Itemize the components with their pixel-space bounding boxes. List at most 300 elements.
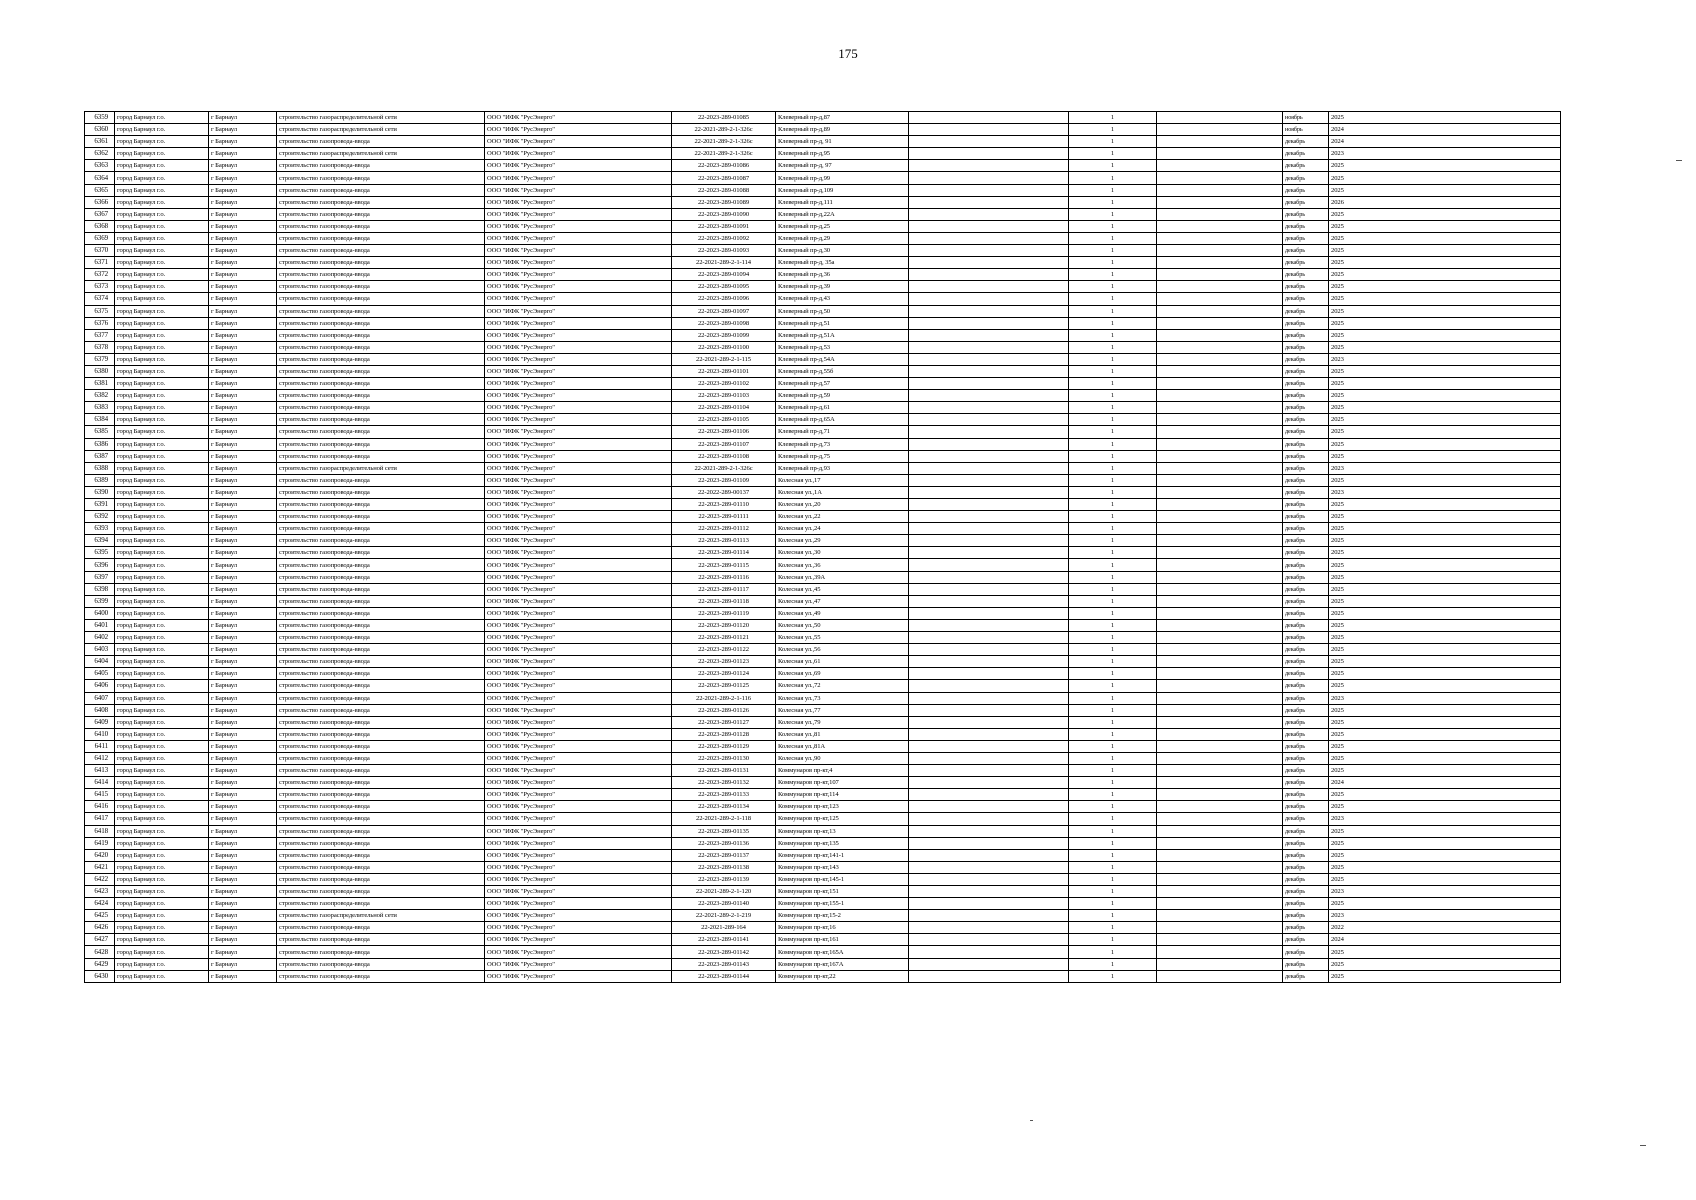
year-cell: 2025 xyxy=(1329,559,1561,571)
municipality-cell: город Барнаул г.о. xyxy=(115,934,209,946)
address-cell: Коммунаров пр-кт,155-1 xyxy=(776,898,909,910)
blank-cell xyxy=(909,160,1069,172)
organization-cell: ООО "ИФК "РусЭнерго" xyxy=(485,317,672,329)
settlement-cell: г Барнаул xyxy=(209,680,277,692)
municipality-cell: город Барнаул г.о. xyxy=(115,124,209,136)
year-cell: 2025 xyxy=(1329,765,1561,777)
work-type-cell: строительство газопровода-ввода xyxy=(277,656,485,668)
row-number-cell: 6410 xyxy=(85,728,115,740)
address-cell: Коммунаров пр-кт,161 xyxy=(776,934,909,946)
row-number-cell: 6372 xyxy=(85,269,115,281)
address-cell: Колесная ул.,30 xyxy=(776,547,909,559)
settlement-cell: г Барнаул xyxy=(209,752,277,764)
municipality-cell: город Барнаул г.о. xyxy=(115,390,209,402)
blank-cell xyxy=(909,220,1069,232)
blank-cell xyxy=(1157,196,1283,208)
row-number-cell: 6360 xyxy=(85,124,115,136)
organization-cell: ООО "ИФК "РусЭнерго" xyxy=(485,341,672,353)
municipality-cell: город Барнаул г.о. xyxy=(115,849,209,861)
address-cell: Клеверный пр-д,61 xyxy=(776,402,909,414)
work-type-cell: строительство газопровода-ввода xyxy=(277,813,485,825)
settlement-cell: г Барнаул xyxy=(209,861,277,873)
quantity-cell: 1 xyxy=(1069,462,1157,474)
municipality-cell: город Барнаул г.о. xyxy=(115,341,209,353)
blank-cell xyxy=(909,232,1069,244)
municipality-cell: город Барнаул г.о. xyxy=(115,922,209,934)
month-cell: декабрь xyxy=(1283,728,1329,740)
table-row xyxy=(85,196,1561,208)
blank-cell xyxy=(909,777,1069,789)
year-cell: 2024 xyxy=(1329,777,1561,789)
quantity-cell: 1 xyxy=(1069,293,1157,305)
organization-cell: ООО "ИФК "РусЭнерго" xyxy=(485,305,672,317)
year-cell: 2025 xyxy=(1329,112,1561,124)
table-row xyxy=(85,619,1561,631)
work-type-cell: строительство газопровода-ввода xyxy=(277,547,485,559)
quantity-cell: 1 xyxy=(1069,172,1157,184)
municipality-cell: город Барнаул г.о. xyxy=(115,837,209,849)
organization-cell: ООО "ИФК "РусЭнерго" xyxy=(485,462,672,474)
blank-cell xyxy=(1157,571,1283,583)
organization-cell: ООО "ИФК "РусЭнерго" xyxy=(485,365,672,377)
blank-cell xyxy=(1157,220,1283,232)
blank-cell xyxy=(909,317,1069,329)
organization-cell: ООО "ИФК "РусЭнерго" xyxy=(485,329,672,341)
permit-number-cell: 22-2023-289-01108 xyxy=(672,450,776,462)
address-cell: Коммунаров пр-кт,16 xyxy=(776,922,909,934)
permit-number-cell: 22-2023-289-01088 xyxy=(672,184,776,196)
blank-cell xyxy=(909,825,1069,837)
quantity-cell: 1 xyxy=(1069,873,1157,885)
row-number-cell: 6394 xyxy=(85,535,115,547)
settlement-cell: г Барнаул xyxy=(209,704,277,716)
blank-cell xyxy=(909,789,1069,801)
settlement-cell: г Барнаул xyxy=(209,390,277,402)
organization-cell: ООО "ИФК "РусЭнерго" xyxy=(485,426,672,438)
permit-number-cell: 22-2023-289-01120 xyxy=(672,619,776,631)
work-type-cell: строительство газопровода-ввода xyxy=(277,958,485,970)
organization-cell: ООО "ИФК "РусЭнерго" xyxy=(485,656,672,668)
address-cell: Клеверный пр-д,89 xyxy=(776,124,909,136)
row-number-cell: 6392 xyxy=(85,511,115,523)
quantity-cell: 1 xyxy=(1069,910,1157,922)
year-cell: 2025 xyxy=(1329,208,1561,220)
permit-number-cell: 22-2023-289-01143 xyxy=(672,958,776,970)
row-number-cell: 6384 xyxy=(85,414,115,426)
organization-cell: ООО "ИФК "РусЭнерго" xyxy=(485,619,672,631)
organization-cell: ООО "ИФК "РусЭнерго" xyxy=(485,571,672,583)
organization-cell: ООО "ИФК "РусЭнерго" xyxy=(485,136,672,148)
permit-number-cell: 22-2023-289-01087 xyxy=(672,172,776,184)
month-cell: декабрь xyxy=(1283,910,1329,922)
month-cell: декабрь xyxy=(1283,426,1329,438)
blank-cell xyxy=(1157,680,1283,692)
month-cell: декабрь xyxy=(1283,220,1329,232)
blank-cell xyxy=(909,293,1069,305)
year-cell: 2025 xyxy=(1329,619,1561,631)
table-row xyxy=(85,934,1561,946)
month-cell: декабрь xyxy=(1283,837,1329,849)
address-cell: Клеверный пр-д,57 xyxy=(776,378,909,390)
blank-cell xyxy=(909,547,1069,559)
month-cell: декабрь xyxy=(1283,704,1329,716)
year-cell: 2024 xyxy=(1329,124,1561,136)
blank-cell xyxy=(1157,716,1283,728)
year-cell: 2023 xyxy=(1329,353,1561,365)
settlement-cell: г Барнаул xyxy=(209,886,277,898)
work-type-cell: строительство газопровода-ввода xyxy=(277,825,485,837)
permit-number-cell: 22-2021-289-2-1-118 xyxy=(672,813,776,825)
row-number-cell: 6365 xyxy=(85,184,115,196)
organization-cell: ООО "ИФК "РусЭнерго" xyxy=(485,559,672,571)
quantity-cell: 1 xyxy=(1069,474,1157,486)
blank-cell xyxy=(909,402,1069,414)
month-cell: декабрь xyxy=(1283,632,1329,644)
settlement-cell: г Барнаул xyxy=(209,922,277,934)
quantity-cell: 1 xyxy=(1069,825,1157,837)
blank-cell xyxy=(1157,112,1283,124)
quantity-cell: 1 xyxy=(1069,112,1157,124)
month-cell: декабрь xyxy=(1283,801,1329,813)
municipality-cell: город Барнаул г.о. xyxy=(115,438,209,450)
blank-cell xyxy=(1157,740,1283,752)
month-cell: декабрь xyxy=(1283,825,1329,837)
address-cell: Коммунаров пр-кт,13 xyxy=(776,825,909,837)
quantity-cell: 1 xyxy=(1069,728,1157,740)
permit-number-cell: 22-2023-289-01129 xyxy=(672,740,776,752)
work-type-cell: строительство газопровода-ввода xyxy=(277,329,485,341)
permit-number-cell: 22-2023-289-01111 xyxy=(672,511,776,523)
organization-cell: ООО "ИФК "РусЭнерго" xyxy=(485,765,672,777)
settlement-cell: г Барнаул xyxy=(209,740,277,752)
year-cell: 2025 xyxy=(1329,861,1561,873)
row-number-cell: 6396 xyxy=(85,559,115,571)
work-type-cell: строительство газопровода-ввода xyxy=(277,414,485,426)
permit-number-cell: 22-2023-289-01125 xyxy=(672,680,776,692)
work-type-cell: строительство газопровода-ввода xyxy=(277,450,485,462)
blank-cell xyxy=(1157,245,1283,257)
work-type-cell: строительство газопровода-ввода xyxy=(277,317,485,329)
organization-cell: ООО "ИФК "РусЭнерго" xyxy=(485,595,672,607)
month-cell: декабрь xyxy=(1283,462,1329,474)
quantity-cell: 1 xyxy=(1069,644,1157,656)
document-table-container xyxy=(84,111,1560,983)
permit-number-cell: 22-2023-289-01124 xyxy=(672,668,776,680)
settlement-cell: г Барнаул xyxy=(209,946,277,958)
row-number-cell: 6407 xyxy=(85,692,115,704)
address-cell: Коммунаров пр-кт,123 xyxy=(776,801,909,813)
table-row xyxy=(85,136,1561,148)
row-number-cell: 6430 xyxy=(85,970,115,982)
organization-cell: ООО "ИФК "РусЭнерго" xyxy=(485,414,672,426)
organization-cell: ООО "ИФК "РусЭнерго" xyxy=(485,668,672,680)
work-type-cell: строительство газопровода-ввода xyxy=(277,837,485,849)
quantity-cell: 1 xyxy=(1069,656,1157,668)
blank-cell xyxy=(909,486,1069,498)
organization-cell: ООО "ИФК "РусЭнерго" xyxy=(485,196,672,208)
year-cell: 2025 xyxy=(1329,535,1561,547)
quantity-cell: 1 xyxy=(1069,837,1157,849)
row-number-cell: 6388 xyxy=(85,462,115,474)
table-row xyxy=(85,825,1561,837)
settlement-cell: г Барнаул xyxy=(209,728,277,740)
address-cell: Клеверный пр-д,50 xyxy=(776,305,909,317)
quantity-cell: 1 xyxy=(1069,426,1157,438)
year-cell: 2025 xyxy=(1329,257,1561,269)
address-cell: Колесная ул.,45 xyxy=(776,583,909,595)
table-row xyxy=(85,220,1561,232)
organization-cell: ООО "ИФК "РусЭнерго" xyxy=(485,680,672,692)
work-type-cell: строительство газопровода-ввода xyxy=(277,269,485,281)
table-row xyxy=(85,365,1561,377)
organization-cell: ООО "ИФК "РусЭнерго" xyxy=(485,232,672,244)
blank-cell xyxy=(1157,728,1283,740)
quantity-cell: 1 xyxy=(1069,777,1157,789)
settlement-cell: г Барнаул xyxy=(209,112,277,124)
blank-cell xyxy=(909,801,1069,813)
organization-cell: ООО "ИФК "РусЭнерго" xyxy=(485,353,672,365)
year-cell: 2025 xyxy=(1329,547,1561,559)
organization-cell: ООО "ИФК "РусЭнерго" xyxy=(485,922,672,934)
month-cell: декабрь xyxy=(1283,583,1329,595)
row-number-cell: 6362 xyxy=(85,148,115,160)
work-type-cell: строительство газопровода-ввода xyxy=(277,644,485,656)
municipality-cell: город Барнаул г.о. xyxy=(115,728,209,740)
month-cell: декабрь xyxy=(1283,861,1329,873)
year-cell: 2025 xyxy=(1329,172,1561,184)
organization-cell: ООО "ИФК "РусЭнерго" xyxy=(485,438,672,450)
table-row xyxy=(85,353,1561,365)
municipality-cell: город Барнаул г.о. xyxy=(115,293,209,305)
permit-number-cell: 22-2023-289-01127 xyxy=(672,716,776,728)
quantity-cell: 1 xyxy=(1069,607,1157,619)
table-row xyxy=(85,281,1561,293)
blank-cell xyxy=(909,196,1069,208)
blank-cell xyxy=(1157,293,1283,305)
table-row xyxy=(85,849,1561,861)
table-row xyxy=(85,607,1561,619)
work-type-cell: строительство газопровода-ввода xyxy=(277,402,485,414)
row-number-cell: 6390 xyxy=(85,486,115,498)
month-cell: декабрь xyxy=(1283,148,1329,160)
row-number-cell: 6408 xyxy=(85,704,115,716)
quantity-cell: 1 xyxy=(1069,208,1157,220)
settlement-cell: г Барнаул xyxy=(209,559,277,571)
blank-cell xyxy=(909,112,1069,124)
blank-cell xyxy=(1157,849,1283,861)
organization-cell: ООО "ИФК "РусЭнерго" xyxy=(485,607,672,619)
row-number-cell: 6374 xyxy=(85,293,115,305)
quantity-cell: 1 xyxy=(1069,184,1157,196)
settlement-cell: г Барнаул xyxy=(209,789,277,801)
address-cell: Коммунаров пр-кт,165А xyxy=(776,946,909,958)
municipality-cell: город Барнаул г.о. xyxy=(115,184,209,196)
work-type-cell: строительство газопровода-ввода xyxy=(277,305,485,317)
address-cell: Клеверный пр-д, 35а xyxy=(776,257,909,269)
month-cell: декабрь xyxy=(1283,958,1329,970)
quantity-cell: 1 xyxy=(1069,499,1157,511)
work-type-cell: строительство газопровода-ввода xyxy=(277,801,485,813)
permit-number-cell: 22-2021-289-2-1-326с xyxy=(672,148,776,160)
address-cell: Колесная ул.,69 xyxy=(776,668,909,680)
permit-number-cell: 22-2023-289-01117 xyxy=(672,583,776,595)
permit-number-cell: 22-2023-289-01102 xyxy=(672,378,776,390)
row-number-cell: 6401 xyxy=(85,619,115,631)
table-row xyxy=(85,293,1561,305)
quantity-cell: 1 xyxy=(1069,257,1157,269)
municipality-cell: город Барнаул г.о. xyxy=(115,160,209,172)
year-cell: 2025 xyxy=(1329,426,1561,438)
organization-cell: ООО "ИФК "РусЭнерго" xyxy=(485,873,672,885)
year-cell: 2025 xyxy=(1329,849,1561,861)
blank-cell xyxy=(1157,499,1283,511)
organization-cell: ООО "ИФК "РусЭнерго" xyxy=(485,220,672,232)
organization-cell: ООО "ИФК "РусЭнерго" xyxy=(485,644,672,656)
work-type-cell: строительство газопровода-ввода xyxy=(277,486,485,498)
blank-cell xyxy=(1157,148,1283,160)
table-row xyxy=(85,789,1561,801)
blank-cell xyxy=(909,886,1069,898)
permit-number-cell: 22-2021-289-2-1-326с xyxy=(672,462,776,474)
table-row xyxy=(85,583,1561,595)
municipality-cell: город Барнаул г.о. xyxy=(115,898,209,910)
blank-cell xyxy=(1157,752,1283,764)
year-cell: 2025 xyxy=(1329,958,1561,970)
year-cell: 2025 xyxy=(1329,450,1561,462)
address-cell: Клеверный пр-д,25 xyxy=(776,220,909,232)
municipality-cell: город Барнаул г.о. xyxy=(115,607,209,619)
blank-cell xyxy=(909,898,1069,910)
year-cell: 2025 xyxy=(1329,740,1561,752)
table-row xyxy=(85,474,1561,486)
municipality-cell: город Барнаул г.о. xyxy=(115,462,209,474)
quantity-cell: 1 xyxy=(1069,232,1157,244)
blank-cell xyxy=(909,378,1069,390)
quantity-cell: 1 xyxy=(1069,704,1157,716)
work-type-cell: строительство газопровода-ввода xyxy=(277,728,485,740)
blank-cell xyxy=(909,390,1069,402)
year-cell: 2025 xyxy=(1329,511,1561,523)
address-cell: Клеверный пр-д,93 xyxy=(776,462,909,474)
blank-cell xyxy=(909,656,1069,668)
table-row xyxy=(85,523,1561,535)
month-cell: декабрь xyxy=(1283,402,1329,414)
month-cell: декабрь xyxy=(1283,257,1329,269)
year-cell: 2025 xyxy=(1329,837,1561,849)
table-row xyxy=(85,160,1561,172)
quantity-cell: 1 xyxy=(1069,329,1157,341)
permit-number-cell: 22-2023-289-01116 xyxy=(672,571,776,583)
year-cell: 2025 xyxy=(1329,644,1561,656)
row-number-cell: 6399 xyxy=(85,595,115,607)
table-row xyxy=(85,450,1561,462)
municipality-cell: город Барнаул г.о. xyxy=(115,632,209,644)
municipality-cell: город Барнаул г.о. xyxy=(115,559,209,571)
organization-cell: ООО "ИФК "РусЭнерго" xyxy=(485,740,672,752)
address-cell: Клеверный пр-д,55б xyxy=(776,365,909,377)
work-type-cell: строительство газопровода-ввода xyxy=(277,160,485,172)
work-type-cell: строительство газопровода-ввода xyxy=(277,426,485,438)
year-cell: 2025 xyxy=(1329,523,1561,535)
settlement-cell: г Барнаул xyxy=(209,632,277,644)
row-number-cell: 6423 xyxy=(85,886,115,898)
quantity-cell: 1 xyxy=(1069,341,1157,353)
month-cell: декабрь xyxy=(1283,777,1329,789)
table-row xyxy=(85,486,1561,498)
address-cell: Коммунаров пр-кт,145-1 xyxy=(776,873,909,885)
table-row xyxy=(85,801,1561,813)
table-row xyxy=(85,886,1561,898)
settlement-cell: г Барнаул xyxy=(209,341,277,353)
organization-cell: ООО "ИФК "РусЭнерго" xyxy=(485,172,672,184)
year-cell: 2025 xyxy=(1329,365,1561,377)
blank-cell xyxy=(1157,269,1283,281)
row-number-cell: 6419 xyxy=(85,837,115,849)
month-cell: декабрь xyxy=(1283,499,1329,511)
table-row xyxy=(85,329,1561,341)
year-cell: 2022 xyxy=(1329,922,1561,934)
settlement-cell: г Барнаул xyxy=(209,692,277,704)
municipality-cell: город Барнаул г.о. xyxy=(115,765,209,777)
permit-number-cell: 22-2023-289-01091 xyxy=(672,220,776,232)
quantity-cell: 1 xyxy=(1069,220,1157,232)
blank-cell xyxy=(1157,124,1283,136)
blank-cell xyxy=(1157,934,1283,946)
municipality-cell: город Барнаул г.о. xyxy=(115,486,209,498)
blank-cell xyxy=(1157,523,1283,535)
address-cell: Колесная ул.,50 xyxy=(776,619,909,631)
settlement-cell: г Барнаул xyxy=(209,281,277,293)
month-cell: декабрь xyxy=(1283,656,1329,668)
table-row xyxy=(85,414,1561,426)
table-row xyxy=(85,341,1561,353)
blank-cell xyxy=(909,124,1069,136)
table-row xyxy=(85,692,1561,704)
row-number-cell: 6426 xyxy=(85,922,115,934)
work-type-cell: строительство газопровода-ввода xyxy=(277,281,485,293)
permit-number-cell: 22-2023-289-01132 xyxy=(672,777,776,789)
table-row xyxy=(85,668,1561,680)
organization-cell: ООО "ИФК "РусЭнерго" xyxy=(485,958,672,970)
year-cell: 2023 xyxy=(1329,148,1561,160)
year-cell: 2025 xyxy=(1329,390,1561,402)
permit-number-cell: 22-2023-289-01112 xyxy=(672,523,776,535)
permit-number-cell: 22-2023-289-01138 xyxy=(672,861,776,873)
permit-number-cell: 22-2023-289-01098 xyxy=(672,317,776,329)
blank-cell xyxy=(909,716,1069,728)
municipality-cell: город Барнаул г.о. xyxy=(115,861,209,873)
year-cell: 2025 xyxy=(1329,656,1561,668)
permit-number-cell: 22-2023-289-01092 xyxy=(672,232,776,244)
quantity-cell: 1 xyxy=(1069,486,1157,498)
year-cell: 2025 xyxy=(1329,341,1561,353)
permit-number-cell: 22-2021-289-164 xyxy=(672,922,776,934)
page-number: 175 xyxy=(838,46,858,61)
organization-cell: ООО "ИФК "РусЭнерго" xyxy=(485,511,672,523)
permit-number-cell: 22-2021-289-2-1-114 xyxy=(672,257,776,269)
permit-number-cell: 22-2023-289-01114 xyxy=(672,547,776,559)
month-cell: декабрь xyxy=(1283,390,1329,402)
address-cell: Клеверный пр-д,39 xyxy=(776,281,909,293)
work-type-cell: строительство газопровода-ввода xyxy=(277,946,485,958)
address-cell: Клеверный пр-д,43 xyxy=(776,293,909,305)
organization-cell: ООО "ИФК "РусЭнерго" xyxy=(485,813,672,825)
blank-cell xyxy=(909,341,1069,353)
permit-number-cell: 22-2023-289-01100 xyxy=(672,341,776,353)
organization-cell: ООО "ИФК "РусЭнерго" xyxy=(485,583,672,595)
work-type-cell: строительство газопровода-ввода xyxy=(277,777,485,789)
address-cell: Коммунаров пр-кт,135 xyxy=(776,837,909,849)
